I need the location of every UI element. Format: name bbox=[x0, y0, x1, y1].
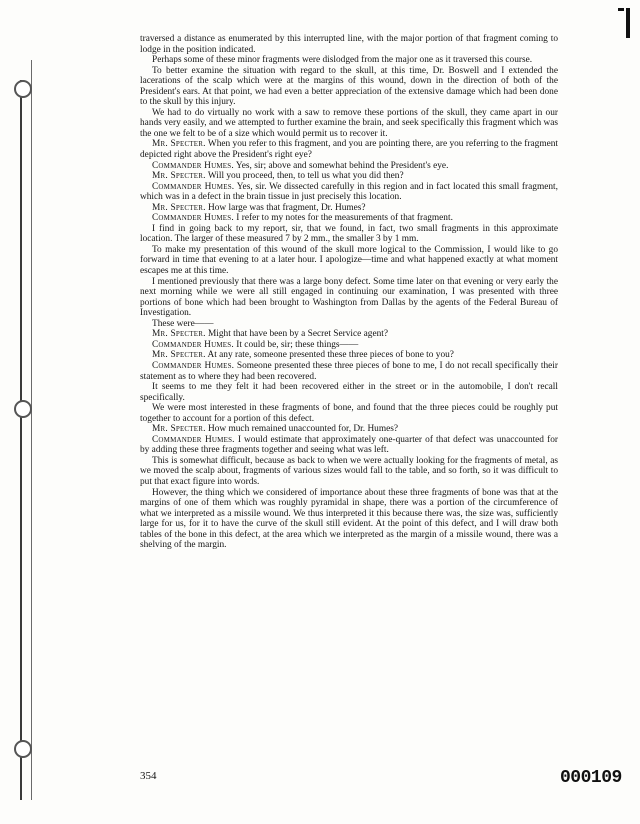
paragraph-text: Yes, sir; above and somewhat behind the President's eye. bbox=[235, 160, 449, 171]
speaker-name: Mr. Specter. bbox=[152, 171, 206, 182]
punch-hole bbox=[14, 400, 32, 418]
speaker-name: Mr. Specter. bbox=[152, 329, 206, 340]
body-paragraph bbox=[140, 277, 558, 319]
speaker-name: Commander Humes. bbox=[152, 160, 234, 171]
body-paragraph bbox=[140, 245, 558, 277]
speaker-name: Commander Humes. bbox=[152, 360, 235, 371]
speaker-name: Commander Humes. bbox=[152, 434, 235, 445]
dialogue-paragraph bbox=[140, 329, 558, 340]
paragraph-text: To make my presentation of this wound of the skull more logical to the Commission, I would like to go forward in time that evening to at a later hour. I apologize—time and what happened exactly at what moment escapes me at this time. bbox=[140, 244, 558, 277]
speaker-name: Commander Humes. bbox=[152, 181, 235, 192]
paragraph-text: I mentioned previously that there was a large bony defect. Some time later on that evening or very early the next morning while we were all still engaged in continuing our examination, I was presented with three portions of bone which had been brought to Washington from Dallas by the agents of the Federal Bureau of Investigation. bbox=[140, 276, 558, 319]
paragraph-text: I find in going back to my report, sir, that we found, in fact, two small fragments in this approximate location. The larger of these measured 7 by 2 mm., the smaller 3 by 1 mm. bbox=[140, 223, 558, 245]
dialogue-paragraph bbox=[140, 424, 558, 435]
paragraph-text: To better examine the situation with regard to the skull, at this time, Dr. Boswell and I extended the lacerations of the scalp which were at the margins of this wound, down in the direction of both of the President's ears. At that point, we had even a better appreciation of the extensive damage which had been done to the skull by this injury. bbox=[140, 65, 558, 108]
dialogue-paragraph bbox=[140, 350, 558, 361]
body-paragraph bbox=[140, 456, 558, 488]
punch-hole bbox=[14, 740, 32, 758]
paragraph-text: It seems to me they felt it had been recovered either in the street or in the automobile, I don't recall specifically. bbox=[140, 382, 558, 403]
paragraph-text: Will you proceed, then, to tell us what you did then? bbox=[207, 171, 404, 182]
dialogue-paragraph bbox=[140, 182, 558, 203]
speaker-name: Commander Humes. bbox=[152, 213, 234, 224]
body-paragraph bbox=[140, 108, 558, 140]
paragraph-text: traversed a distance as enumerated by this interrupted line, with the major portion of that fragment coming to lodge in the position indicated. bbox=[140, 34, 558, 55]
speaker-name: Mr. Specter. bbox=[152, 350, 206, 361]
paragraph-text: At any rate, someone presented these three pieces of bone to you? bbox=[207, 350, 454, 361]
speaker-name: Commander Humes. bbox=[152, 339, 234, 350]
paragraph-text: How much remained unaccounted for, Dr. Humes? bbox=[207, 424, 399, 435]
corner-mark bbox=[626, 8, 630, 38]
body-paragraph bbox=[140, 403, 558, 424]
speaker-name: Mr. Specter. bbox=[152, 424, 206, 435]
paragraph-text: We had to do virtually no work with a saw to remove these portions of the skull, they came apart in our hands very easily, and we attempted to further examine the brain, and seek specifically this fragment which was the one we felt to be of a size which would permit us to recover it. bbox=[140, 107, 558, 139]
body-paragraph bbox=[140, 66, 558, 108]
paragraph-text: How large was that fragment, Dr. Humes? bbox=[207, 202, 366, 213]
paragraph-text: It could be, sir; these things—— bbox=[236, 339, 359, 350]
paragraph-text: When you refer to this fragment, and you are pointing there, are you referring to the fragment depicted right above the President's right eye? bbox=[140, 139, 559, 161]
paragraph-text: These were—— bbox=[152, 318, 214, 329]
paragraph-text: Someone presented these three pieces of bone to me, I do not recall specifically their statement as to where they had been recovered. bbox=[140, 360, 558, 382]
dialogue-paragraph bbox=[140, 435, 558, 456]
body-paragraph bbox=[140, 224, 558, 245]
paragraph-text: However, the thing which we considered of importance about these three fragments of bone was that at the margins of one of them which was roughly pyramidal in shape, there was a portion of the circumference of what we interpreted as a missile wound. We thus interpreted it this because there was, the size was, sufficiently large for us, for it to have the curve of the skull still evident. At the point of this defect, and I will draw both tables of the bone in this defect, at the area which we interpreted as the margin of a missile wound, there was a shelving of the margin. bbox=[140, 487, 558, 551]
speaker-name: Mr. Specter. bbox=[152, 139, 206, 150]
paragraph-text: This is somewhat difficult, because as back to when we were actually looking for the fragments of metal, as we moved the scalp about, fragments of various sizes would fall to the table, and so forth, so it was difficult to put that exact figure into words. bbox=[140, 455, 558, 487]
dialogue-paragraph bbox=[140, 361, 558, 382]
dialogue-paragraph bbox=[140, 161, 558, 172]
paragraph-text: Might that have been by a Secret Service agent? bbox=[207, 329, 389, 340]
body-paragraph bbox=[140, 319, 558, 330]
binding-edge-line bbox=[20, 80, 22, 800]
paragraph-text: I refer to my notes for the measurements of that fragment. bbox=[236, 213, 453, 224]
dialogue-paragraph bbox=[140, 171, 558, 182]
dialogue-paragraph bbox=[140, 213, 558, 224]
paragraph-text: Yes, sir. We dissected carefully in this region and in fact located this small fragment, which was in a defect in the brain tissue in just precisely this location. bbox=[140, 181, 558, 203]
body-paragraph bbox=[140, 382, 558, 403]
paragraph-text: Perhaps some of these minor fragments were dislodged from the major one as it traversed this course. bbox=[152, 55, 533, 66]
page-number: 354 bbox=[140, 770, 157, 782]
body-paragraph bbox=[140, 55, 558, 66]
punch-hole bbox=[14, 80, 32, 98]
body-paragraph bbox=[140, 34, 558, 55]
dialogue-paragraph bbox=[140, 340, 558, 351]
dialogue-paragraph bbox=[140, 139, 558, 160]
testimony-text bbox=[140, 34, 558, 551]
paragraph-text: I would estimate that approximately one-quarter of that defect was unaccounted for by adding these three fragments together and seeing what was left. bbox=[140, 434, 558, 456]
body-paragraph bbox=[140, 488, 558, 551]
speaker-name: Mr. Specter. bbox=[152, 202, 206, 213]
dialogue-paragraph bbox=[140, 203, 558, 214]
paragraph-text: We were most interested in these fragments of bone, and found that the three pieces could be roughly put together to account for a portion of this defect. bbox=[140, 403, 558, 424]
corner-tick bbox=[618, 8, 624, 11]
binding-edge-inner-line bbox=[31, 60, 32, 800]
document-stamp: 000109 bbox=[560, 768, 622, 788]
